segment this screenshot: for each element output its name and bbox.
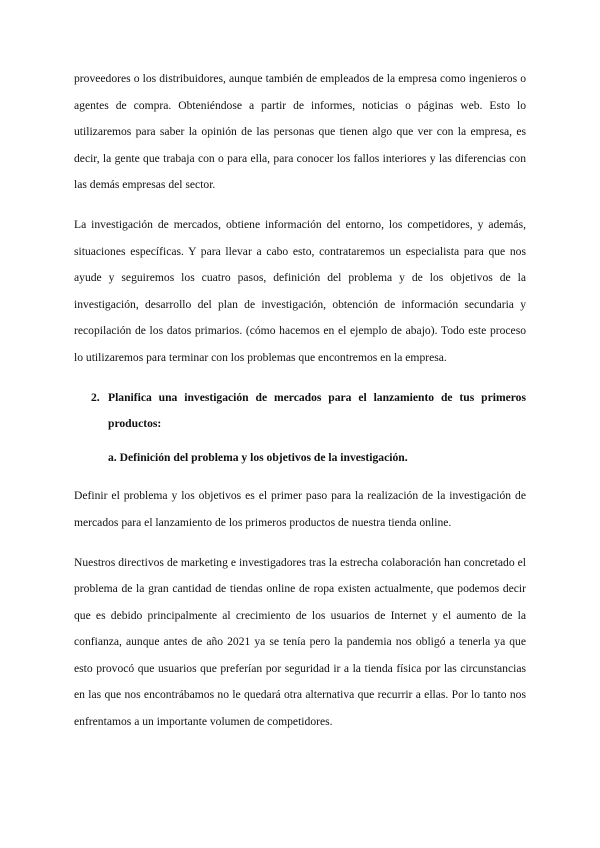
section-heading — [74, 385, 526, 438]
paragraph-market-research: La investigación de mercados, obtiene información del entorno, los competidores, y además, situaciones específicas. Y para llevar a cabo esto, contrataremos un especialista para que nos ayude y seguiremos los cuatro pasos, definición del problema y de los objetivos de la investigación, desarrollo del plan de investigación, obtención de información secundaria y recopilación de los datos primarios. (cómo hacemos en el ejemplo de abajo). Todo este proceso lo utilizaremos para terminar con los problemas que encontremos en la empresa. — [74, 217, 526, 364]
subsection-heading: a. Definición del problema y los objetivos de la investigación. — [108, 450, 408, 464]
paragraph-sources: proveedores o los distribuidores, aunque también de empleados de la empresa como ingenieros o agentes de compra. Obteniéndose a partir de informes, noticias o páginas web. Esto lo utilizaremos para saber la opinión de las personas que tienen algo que ver con la empresa, es decir, la gente que trabaja con o para ella, para conocer los fallos interiores y las diferencias con las demás empresas del sector. — [74, 72, 526, 192]
document-page — [74, 66, 526, 749]
paragraph-define-problem: Definir el problema y los objetivos es el primer paso para la realización de la investigación de mercados para el lanzamiento de los primeros productos de nuestra tienda online. — [74, 489, 526, 529]
section-title: Planifica una investigación de mercados para el lanzamiento de tus primeros productos: — [108, 390, 526, 431]
paragraph-competitors: Nuestros directivos de marketing e investigadores tras la estrecha colaboración han concretado el problema de la gran cantidad de tiendas online de ropa existen actualmente, que podemos decir que es debido principalmente al crecimiento de los usuarios de Internet y el aumento de la confianza, aunque antes de año 2021 ya se tenía pero la pandemia nos obligó a tenerla ya que esto provocó que usuarios que preferían por seguridad ir a la tienda física por las circunstancias en las que nos encontrábamos no le quedará otra alternativa que recurrir a ellas. Por lo tanto nos enfrentamos a un importante volumen de competidores. — [74, 555, 526, 729]
section-number: 2. — [91, 390, 100, 404]
